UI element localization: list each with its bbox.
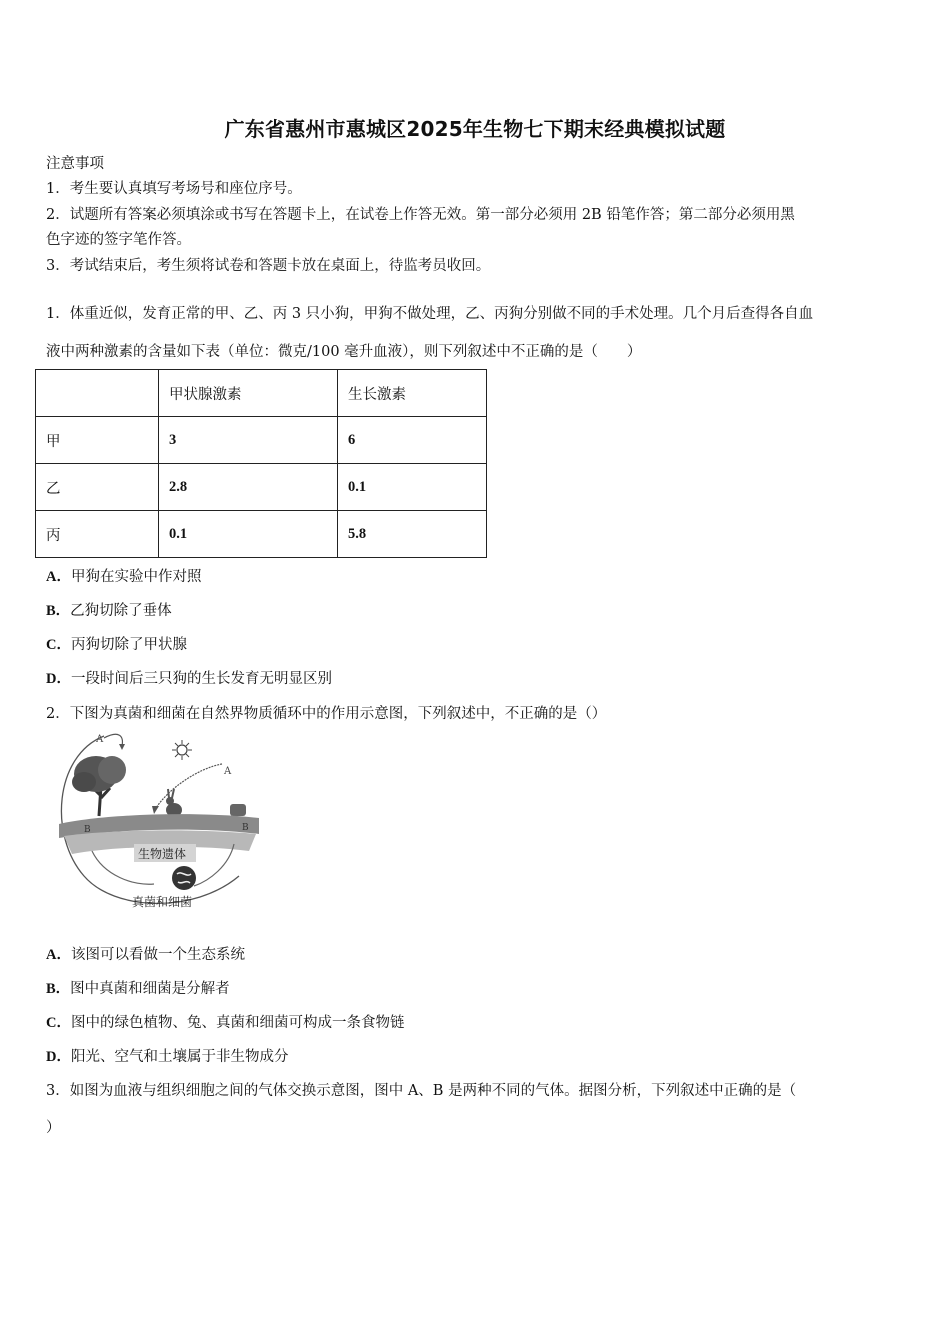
inner-arrow-icon <box>194 844 234 886</box>
table-header-row <box>36 370 487 417</box>
rabbit-icon <box>166 789 182 817</box>
table-row <box>36 417 487 464</box>
arrowhead-icon <box>119 744 125 750</box>
table-header-cell: 甲状腺激素 <box>159 370 338 417</box>
option-text: 该图可以看做一个生态系统 <box>70 947 245 963</box>
label-b1: B <box>84 825 91 835</box>
q1-stem-line1: 1．体重近似，发育正常的甲、乙、丙 3 只小狗，甲狗不做处理，乙、丙狗分别做不同的手术处理。几个月后查得各自血 <box>46 306 814 322</box>
label-remains: 生物遗体 <box>138 847 187 861</box>
table-cell: 丙 <box>36 511 159 558</box>
table-cell: 0.1 <box>159 511 338 558</box>
option-letter: B． <box>46 603 71 619</box>
sun-icon <box>172 740 192 760</box>
notice-item-2-cont: 色字迹的签字笔作答。 <box>46 232 191 248</box>
q1-stem-line2: 液中两种激素的含量如下表（单位：微克/100 毫升血液），则下列叙述中不正确的是（ ） <box>46 344 642 360</box>
arrow-a2-icon <box>156 764 222 808</box>
table-cell: 0.1 <box>338 464 487 511</box>
notice-heading: 注意事项 <box>46 156 104 172</box>
label-a2: A <box>224 766 232 777</box>
table-cell: 2.8 <box>159 464 338 511</box>
q1-option-a <box>46 565 201 586</box>
label-microbes: 真菌和细菌 <box>132 895 193 909</box>
q2-option-c <box>46 1011 404 1032</box>
option-text: 乙狗切除了垂体 <box>70 603 172 619</box>
table-cell: 5.8 <box>338 511 487 558</box>
option-text: 图中真菌和细菌是分解者 <box>70 981 230 997</box>
option-letter: A． <box>46 569 71 585</box>
q2-option-a <box>46 943 245 964</box>
table-cell: 甲 <box>36 417 159 464</box>
table-header-cell <box>36 370 159 417</box>
option-letter: D． <box>46 671 71 687</box>
table-row <box>36 511 487 558</box>
option-text: 甲狗在实验中作对照 <box>70 569 202 585</box>
option-text: 阳光、空气和土壤属于非生物成分 <box>70 1049 289 1065</box>
hormone-table <box>35 369 487 558</box>
tree-icon <box>72 756 126 816</box>
table-cell: 3 <box>159 417 338 464</box>
option-letter: C． <box>46 1015 71 1031</box>
q2-option-d <box>46 1045 288 1066</box>
arrowhead-icon <box>152 806 159 814</box>
option-text: 一段时间后三只狗的生长发育无明显区别 <box>70 671 332 687</box>
q2-stem: 2．下图为真菌和细菌在自然界物质循环中的作用示意图，下列叙述中，不正确的是（） <box>46 706 607 722</box>
label-a1: A <box>96 734 104 745</box>
q1-option-c <box>46 633 187 654</box>
page-title: 广东省惠州市惠城区2025年生物七下期末经典模拟试题 <box>224 117 726 141</box>
label-b2: B <box>242 823 249 833</box>
table-cell: 乙 <box>36 464 159 511</box>
table-row <box>36 464 487 511</box>
q3-stem-line1: 3．如图为血液与组织细胞之间的气体交换示意图，图中 A、B 是两种不同的气体。据图分析，下列叙述中正确的是（ <box>46 1083 797 1099</box>
notice-item-1: 1．考生要认真填写考场号和座位序号。 <box>46 181 302 197</box>
q1-option-d <box>46 667 332 688</box>
microbe-icon <box>172 866 196 890</box>
option-letter: A． <box>46 947 71 963</box>
option-letter: B． <box>46 981 71 997</box>
material-cycle-figure <box>44 726 274 916</box>
option-text: 丙狗切除了甲状腺 <box>70 637 187 653</box>
q2-option-b <box>46 977 230 998</box>
option-letter: D． <box>46 1049 71 1065</box>
animal-icon <box>230 804 246 816</box>
table-cell: 6 <box>338 417 487 464</box>
notice-item-2: 2．试题所有答案必须填涂或书写在答题卡上，在试卷上作答无效。第一部分必须用 2B 铅笔作答；第二部分必须用黑 <box>46 207 795 223</box>
table-header-cell: 生长激素 <box>338 370 487 417</box>
q1-option-b <box>46 599 172 620</box>
q3-stem-line2: ） <box>46 1120 61 1136</box>
notice-item-3: 3．考试结束后，考生须将试卷和答题卡放在桌面上，待监考员收回。 <box>46 258 491 274</box>
option-letter: C． <box>46 637 71 653</box>
option-text: 图中的绿色植物、兔、真菌和细菌可构成一条食物链 <box>70 1015 405 1031</box>
